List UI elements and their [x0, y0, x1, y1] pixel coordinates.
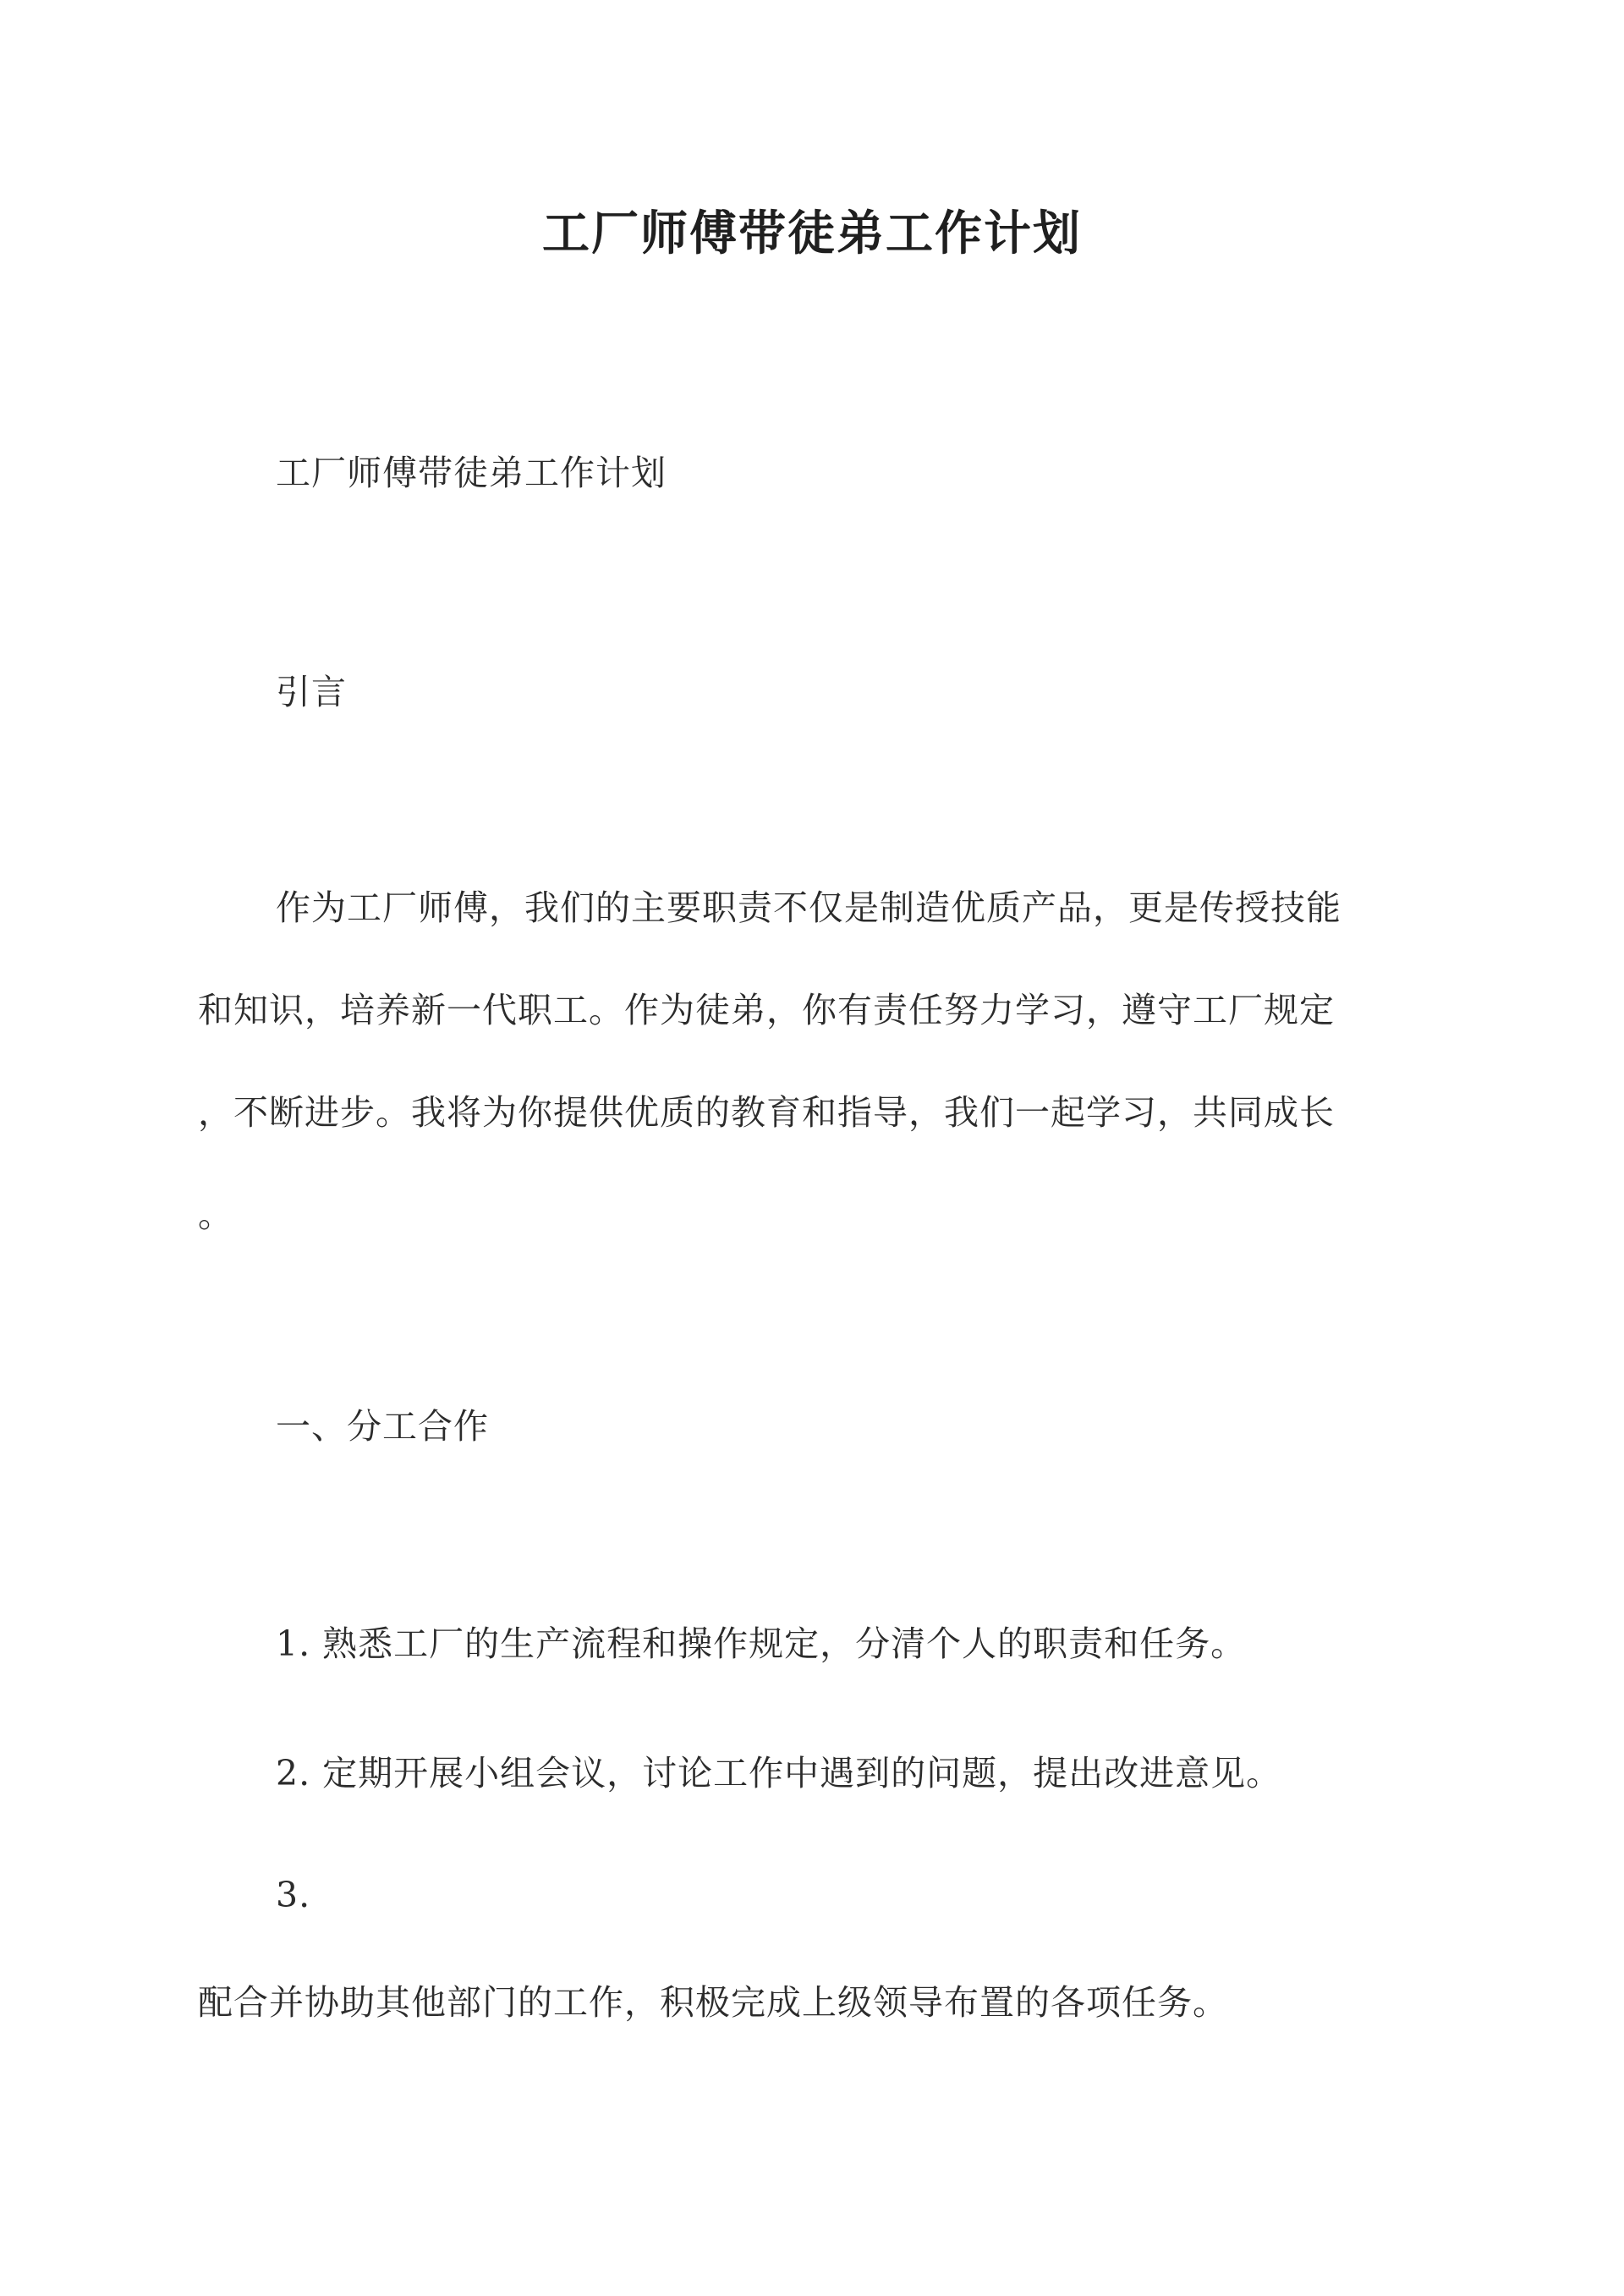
- section-heading: 一、分工合作: [276, 1406, 489, 1447]
- list-item: 2. 定期开展小组会议，讨论工作中遇到的问题，提出改进意见。: [276, 1753, 1282, 1793]
- intro-line-1: 作为工厂师傅，我们的主要职责不仅是制造优质产品，更是传授技能: [276, 887, 1341, 928]
- list-item: 3.: [276, 1875, 311, 1915]
- intro-line-2: 和知识，培养新一代职工。作为徒弟，你有责任努力学习，遵守工厂规定: [198, 990, 1335, 1030]
- list-item: 1. 熟悉工厂的生产流程和操作规定，分清个人的职责和任务。: [276, 1623, 1247, 1664]
- document-title: 工厂师傅带徒弟工作计划: [542, 206, 1082, 261]
- intro-heading: 引言: [276, 672, 347, 712]
- list-item-continuation: 配合并协助其他部门的工作，积极完成上级领导布置的各项任务。: [198, 1982, 1228, 2023]
- document-subtitle: 工厂师傅带徒弟工作计划: [276, 453, 667, 493]
- intro-line-4: 。: [198, 1195, 233, 1235]
- intro-line-3: ，不断进步。我将为你提供优质的教育和指导，我们一起学习，共同成长: [198, 1092, 1335, 1133]
